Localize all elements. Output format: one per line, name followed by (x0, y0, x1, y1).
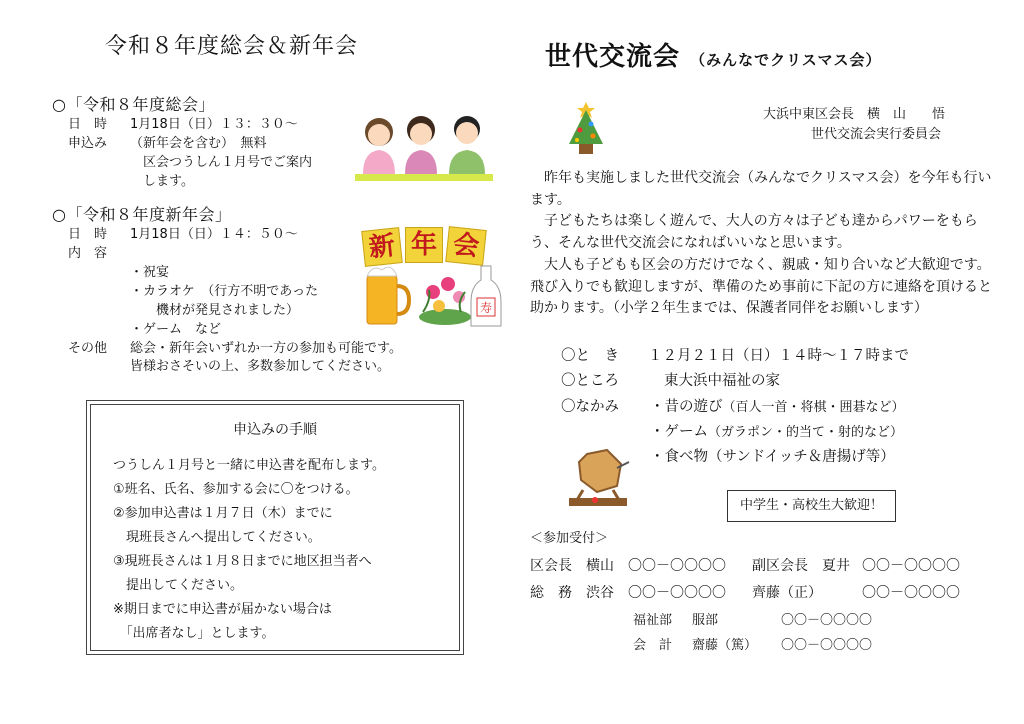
contact-role: 総 務 (530, 585, 572, 601)
general-meeting-heading: ○「令和８年度総会」 (52, 95, 215, 114)
procedure-line: ③現班長さんは１月８日までに地区担当者へ (113, 554, 372, 569)
where-label: 〇ところ (561, 373, 619, 389)
gm-apply-note1: 区会つうしん１月号でご案内 (143, 155, 313, 170)
content-item (650, 397, 905, 418)
content-item-detail: （百人一首・将棋・囲碁など） (722, 400, 905, 415)
gm-date-value: 1月18日（日）１３：３０～ (130, 117, 298, 132)
contact-name: 横山 (586, 558, 614, 574)
new-year-heading: ○「令和８年度新年会」 (52, 205, 232, 224)
paragraph: 大人も子どもも区会の方だけでなく、親戚・知り合いなど大歓迎です。飛び入りでも歓迎しますが、準備のため事前に下記の方に連絡を頂けると助かります。（小学２年生までは、保護者同伴をお願いします） (530, 257, 992, 316)
procedure-line: 「出席者なし」とします。 (113, 626, 275, 641)
ny-item: 機材が発見されました） (130, 303, 300, 318)
ny-item: ・祝宴 (130, 265, 170, 280)
procedure-line: ①班名、氏名、参加する会に〇をつける。 (113, 482, 359, 497)
procedure-line: ②参加申込書は１月７日（木）までに (113, 506, 333, 521)
procedure-line: 提出してください。 (113, 578, 244, 593)
content-item (650, 447, 895, 467)
gm-apply-label: 申込み (68, 136, 108, 151)
content-label: 〇なかみ (561, 399, 619, 415)
ny-other-label: その他 (68, 341, 108, 356)
when-value: １２月２１日（日）１４時～１７時まで (648, 348, 909, 364)
contact-sub-name: 服部 (692, 613, 719, 628)
paragraph: 昨年も実施しました世代交流会（みんなでクリスマス会）を今年も行います。 (530, 170, 992, 208)
ny-other-line1: 総会・新年会いずれか一方の参加も可能です。 (130, 341, 402, 356)
ny-date-label: 日 時 (68, 227, 108, 242)
sign-char: 会 (445, 226, 487, 266)
contact-name2: 夏井 (822, 558, 850, 574)
ny-date-value: 1月18日（日）１４：５０～ (130, 227, 298, 242)
sake-bottle-icon (471, 266, 501, 326)
right-title-main: 世代交流会 (545, 42, 681, 72)
where-value: 東大浜中福祉の家 (664, 373, 780, 389)
contact-tel: 〇〇－〇〇〇〇 (628, 558, 726, 574)
left-title: 令和８年度総会＆新年会 (105, 34, 359, 59)
gm-apply-note2: します。 (143, 174, 194, 189)
reception-heading: ＜参加受付＞ (530, 531, 609, 546)
procedure-box (90, 404, 460, 651)
ny-content-label: 内 容 (68, 246, 108, 261)
contact-role: 区会長 (530, 558, 572, 574)
contact-tel2: 〇〇－〇〇〇〇 (862, 585, 960, 601)
welcome-box: 中学生・高校生大歓迎！ (727, 490, 896, 522)
right-title-sub: （みんなでクリスマス会） (690, 51, 882, 69)
ny-item: ・ゲーム など (130, 322, 222, 337)
procedure-line: ※期日までに申込書が届かない場合は (113, 602, 332, 617)
contact-tel: 〇〇－〇〇〇〇 (628, 585, 726, 601)
contact-sub-name: 齋藤（篤） (692, 638, 758, 653)
right-title (545, 40, 881, 77)
flower-arrangement-icon (419, 277, 471, 325)
content-item (650, 422, 903, 443)
content-item-main: ・昔の遊び (650, 399, 723, 415)
gm-date-label: 日 時 (68, 117, 108, 132)
when-label: 〇と き (561, 348, 619, 364)
content-item-main: ・食べ物（サンドイッチ＆唐揚げ等） (650, 449, 895, 465)
garapon-lottery-icon (565, 446, 631, 510)
contact-sub-tel: 〇〇－〇〇〇〇 (781, 638, 873, 653)
contact-role2: 副区会長 (752, 558, 808, 574)
content-item-main: ・ゲーム (650, 424, 708, 440)
org-line1: 大浜中東区会長 横 山 悟 (763, 107, 946, 122)
christmas-tree-icon (563, 100, 609, 158)
org-line2: 世代交流会実行委員会 (811, 127, 942, 142)
content-item-detail: （ガラポン・的当て・射的など） (708, 425, 904, 440)
new-year-sign (363, 225, 487, 265)
party-illustration (363, 262, 503, 332)
contact-name2: 齊藤（正） (752, 585, 822, 601)
contact-name: 渋谷 (586, 585, 614, 601)
procedure-line: 現班長さんへ提出してください。 (113, 530, 321, 545)
sign-char: 新 (361, 227, 403, 267)
people-illustration (355, 102, 493, 182)
sign-char: 年 (405, 227, 443, 263)
procedure-title: 申込みの手順 (233, 422, 317, 438)
contact-sub-role: 福祉部 (633, 613, 673, 628)
gm-apply-value: （新年会を含む） 無料 (130, 136, 267, 151)
contact-tel2: 〇〇－〇〇〇〇 (862, 558, 960, 574)
contact-sub-role: 会 計 (633, 638, 673, 653)
paragraph: 子どもたちは楽しく遊んで、大人の方々は子ども達からパワーをもらう、そんな世代交流会になればいいなと思います。 (530, 213, 978, 251)
ny-other-line2: 皆様おさそいの上、多数参加してください。 (130, 359, 391, 374)
ny-item: ・カラオケ （行方不明であった (130, 284, 319, 299)
procedure-line: つうしん１月号と一緒に申込書を配布します。 (113, 458, 385, 473)
contact-sub-tel: 〇〇－〇〇〇〇 (781, 613, 873, 628)
svg-text:寿: 寿 (479, 301, 493, 315)
beer-mug-icon (367, 267, 409, 324)
